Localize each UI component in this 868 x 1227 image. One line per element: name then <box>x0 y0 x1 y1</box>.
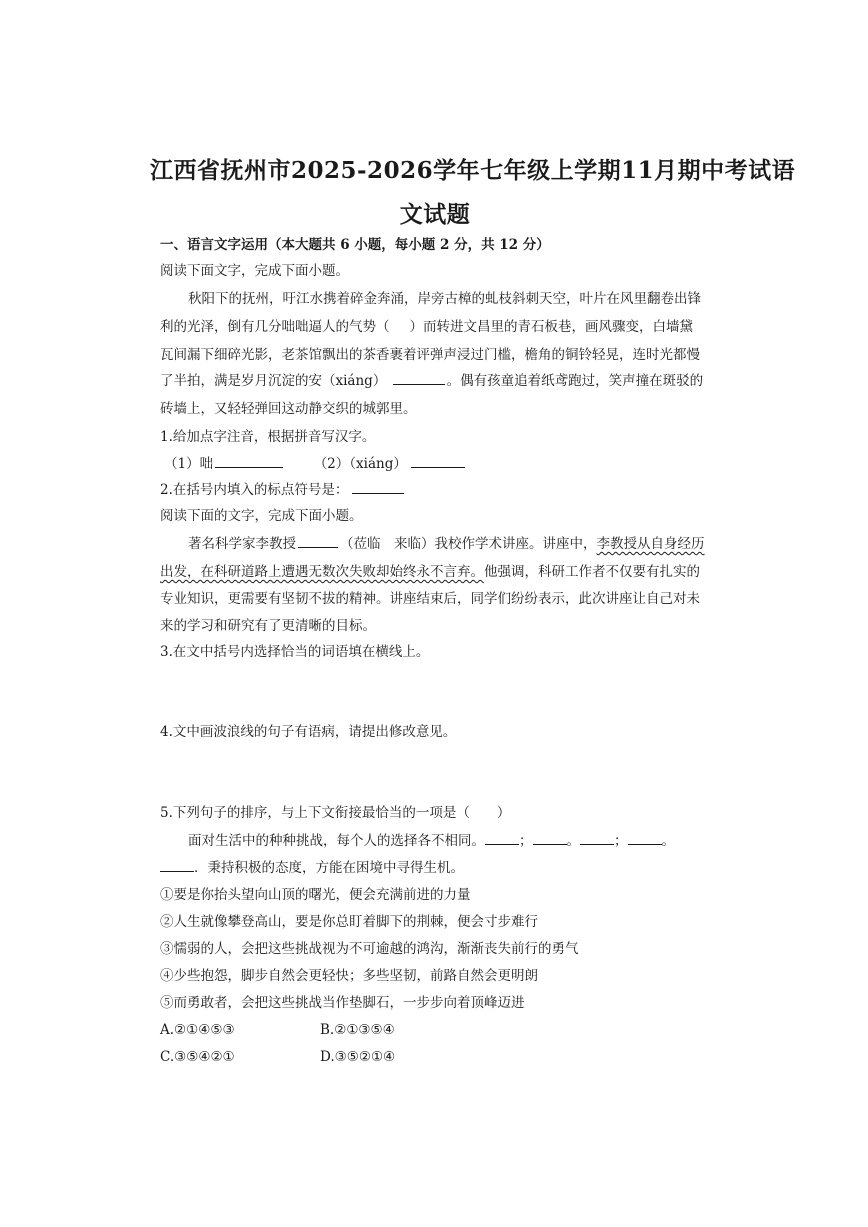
q5-sentence-4: ④少些抱怨，脚步自然会更轻快；多些坚韧，前路自然会更明朗 <box>160 968 538 984</box>
q5-separator-2: 。 <box>566 833 580 849</box>
passage1-line2-part1: 利的光泽，倒有几分咄咄逼人的气势（ <box>160 319 390 335</box>
question-1-items <box>164 455 465 473</box>
passage2-line1 <box>188 535 705 553</box>
passage1-line2 <box>160 318 693 336</box>
q5-sentence-5: ⑤而勇敢者，会把这些挑战当作垫脚石，一步步向着顶峰迈进 <box>160 995 525 1011</box>
q1-item-a-blank[interactable] <box>215 455 283 468</box>
passage1-intro: 阅读下面文字，完成下面小题。 <box>160 263 349 279</box>
passage2-wavy-part1: 李教授从自身经历 <box>596 536 705 552</box>
q5-sentence-3: ③懦弱的人，会把这些挑战视为不可逾越的鸿沟，渐渐丧失前行的勇气 <box>160 941 579 957</box>
passage2-line2-part2: 他强调，科研工作者不仅要有扎实的 <box>484 564 700 580</box>
passage2-line1-part2: （莅临 来临）我校作学术讲座。讲座中， <box>340 536 597 552</box>
passage1-line3: 瓦间漏下细碎光影，老茶馆飘出的茶香裹着评弹声浸过门槛，檐角的铜铃轻晃，连时光都慢 <box>160 347 700 363</box>
passage2-line2 <box>160 563 700 581</box>
q1-item-b-label: （2）（xiáng） <box>313 456 407 472</box>
section1-heading: 一、语言文字运用（本大题共 6 小题，每小题 2 分，共 12 分） <box>160 237 550 253</box>
passage2-wavy-part2: 出发，在科研道路上遭遇无数次失败却始终永不言弃。 <box>160 564 484 580</box>
q5-sentence-1: ①要是你抬头望向山顶的曙光，便会充满前进的力量 <box>160 887 471 903</box>
passage2-line4: 来的学习和研究有了更清晰的目标。 <box>160 618 376 634</box>
document-title-line2: 文试题 <box>399 201 471 228</box>
q5-blank-3[interactable] <box>580 832 614 845</box>
passage2-line1-part1: 著名科学家李教授 <box>188 536 296 552</box>
passage1-line5: 砖墙上，又轻轻弹回这动静交织的城郭里。 <box>160 401 417 417</box>
q5-option-d[interactable]: D.③⑤②①④ <box>320 1049 396 1065</box>
q5-option-c[interactable]: C.③⑤④②① <box>160 1049 235 1065</box>
question-2-text: 2.在括号内填入的标点符号是： <box>160 482 349 498</box>
q5-context-line2 <box>160 859 464 877</box>
q5-option-a[interactable]: A.②①④⑤③ <box>160 1022 235 1038</box>
passage1-line4-part2: 。偶有孩童追着纸鸢跑过，笑声撞在斑驳的 <box>446 373 704 389</box>
q1-item-b-blank[interactable] <box>411 455 465 468</box>
q5-blank-1[interactable] <box>485 832 519 845</box>
blank-xiang[interactable] <box>393 372 445 385</box>
q5-option-b[interactable]: B.②①③⑤④ <box>320 1022 395 1038</box>
q5-separator-4: 。 <box>661 833 675 849</box>
passage1-line4 <box>160 372 703 390</box>
q5-context-text1: 面对生活中的种种挑战，每个人的选择各不相同。 <box>188 833 485 849</box>
passage1-line1: 秋阳下的抚州，吁江水携着碎金奔涌，岸旁古樟的虬枝斜刺天空，叶片在风里翻卷出锋 <box>188 291 701 307</box>
passage1-line4-part1: 了半拍，满是岁月沉淀的安（xiáng） <box>160 373 387 389</box>
passage2-intro: 阅读下面的文字，完成下面小题。 <box>160 508 363 524</box>
q5-context-line1 <box>188 832 675 850</box>
question-1: 1.给加点字注音，根据拼音写汉字。 <box>160 429 376 445</box>
q1-item-a-label: （1）咄 <box>164 456 214 472</box>
q5-blank-2[interactable] <box>533 832 567 845</box>
question-3: 3.在文中括号内选择恰当的词语填在横线上。 <box>160 644 430 660</box>
q5-blank-4[interactable] <box>628 832 662 845</box>
question-4: 4.文中画波浪线的句子有语病，请提出修改意见。 <box>160 724 457 740</box>
q5-sentence-2: ②人生就像攀登高山，要是你总盯着脚下的荆棘，便会寸步难行 <box>160 914 538 930</box>
question-5: 5.下列句子的排序，与上下文衔接最恰当的一项是（ ） <box>160 805 511 821</box>
q5-separator-1: ； <box>519 833 533 849</box>
document-title-line1: 江西省抚州市2025-2026学年七年级上学期11月期中考试语 <box>150 157 796 184</box>
question-2 <box>160 481 404 499</box>
passage1-line2-part2: ）而转进文昌里的青石板巷，画风骤变，白墙黛 <box>409 319 693 335</box>
passage2-line3: 专业知识，更需要有坚韧不拔的精神。讲座结束后，同学们纷纷表示，此次讲座让自己对未 <box>160 591 700 607</box>
q5-context-text2: ．秉持积极的态度，方能在困境中寻得生机。 <box>194 860 464 876</box>
q5-blank-5[interactable] <box>160 859 194 872</box>
q3-blank[interactable] <box>298 535 338 548</box>
q2-blank[interactable] <box>352 481 404 494</box>
q5-separator-3: ； <box>614 833 628 849</box>
